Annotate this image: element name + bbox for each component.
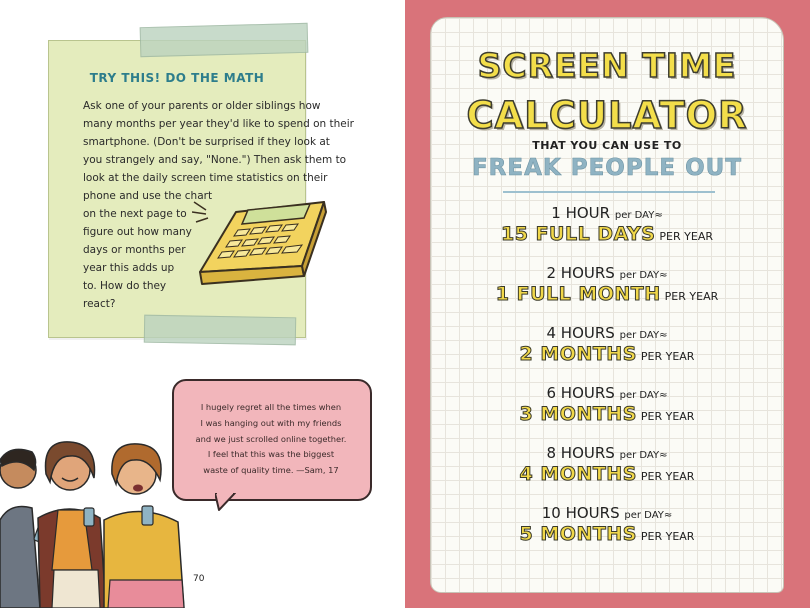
title-calculator: CALCULATOR: [466, 94, 748, 137]
tape-strip-top: [140, 23, 309, 57]
per-day-label: per DAY≈: [619, 390, 668, 401]
note-line: phone and use the chart: [83, 190, 213, 202]
note-line: many months per year they'd like to spend on their: [83, 118, 354, 130]
note-line: react?: [83, 298, 116, 310]
per-year-label: PER YEAR: [640, 350, 695, 363]
conversion-row: [431, 504, 783, 545]
calculator-illustration: [192, 190, 332, 300]
calculator-grid-sheet: [431, 18, 783, 592]
yearly-total: 3 MONTHS: [519, 403, 637, 425]
yearly-total: 1 FULL MONTH: [495, 283, 661, 305]
teens-with-phones-illustration: [0, 430, 190, 608]
title-divider: [503, 191, 715, 193]
title-screen-time: SCREEN TIME: [477, 46, 737, 85]
hours-per-day: 8 HOURS: [546, 444, 615, 462]
per-day-label: per DAY≈: [619, 450, 668, 461]
per-year-label: PER YEAR: [640, 410, 695, 423]
quote-line: I hugely regret all the times when: [200, 402, 342, 412]
hours-per-day: 1 HOUR: [551, 204, 611, 222]
note-line: smartphone. (Don't be surprised if they look at: [83, 136, 330, 148]
per-year-label: PER YEAR: [659, 230, 713, 243]
quote-text: [182, 400, 360, 479]
note-line: on the next page to: [83, 208, 187, 220]
conversion-row: [431, 324, 783, 365]
per-year-label: PER YEAR: [640, 530, 695, 543]
per-day-label: per DAY≈: [619, 270, 668, 281]
speech-bubble-tail: [215, 493, 237, 511]
per-day-label: per DAY≈: [619, 330, 668, 341]
note-line: look at the daily screen time statistics on their: [83, 172, 328, 184]
note-line: figure out how many: [83, 226, 192, 238]
conversion-row: [431, 264, 783, 305]
quote-line: I feel that this was the biggest: [207, 449, 335, 460]
hours-per-day: 2 HOURS: [546, 264, 615, 282]
per-year-label: PER YEAR: [664, 290, 719, 303]
yearly-total: 5 MONTHS: [519, 523, 637, 545]
yearly-total: 2 MONTHS: [519, 343, 637, 365]
subtitle-freak-people-out: FREAK PEOPLE OUT: [471, 155, 743, 181]
conversion-row: [431, 204, 783, 245]
yearly-total: 15 FULL DAYS: [501, 223, 656, 245]
note-line: Ask one of your parents or older siblings how: [83, 100, 321, 112]
hours-per-day: 6 HOURS: [546, 384, 615, 402]
note-line: to. How do they: [83, 280, 167, 292]
yearly-total: 4 MONTHS: [519, 463, 637, 485]
subtitle: THAT YOU CAN USE TO: [532, 139, 682, 152]
per-day-label: per DAY≈: [614, 210, 663, 221]
quote-line: I was hanging out with my friends: [200, 417, 342, 428]
hours-per-day: 10 HOURS: [541, 504, 620, 522]
quote-line: waste of quality time. —Sam, 17: [203, 465, 339, 476]
per-year-label: PER YEAR: [640, 470, 695, 483]
note-line: year this adds up: [83, 262, 175, 274]
note-title: TRY THIS! DO THE MATH: [89, 71, 265, 85]
note-line: days or months per: [83, 244, 186, 256]
quote-line: and we just scrolled online together.: [195, 433, 347, 444]
per-day-label: per DAY≈: [624, 510, 673, 521]
tape-strip-bottom: [144, 315, 296, 346]
note-line: you strangely and say, "None.") Then ask them to: [83, 154, 347, 166]
conversion-row: [431, 444, 783, 485]
page-number: 70: [193, 574, 205, 584]
conversion-row: [431, 384, 783, 425]
hours-per-day: 4 HOURS: [546, 324, 615, 342]
